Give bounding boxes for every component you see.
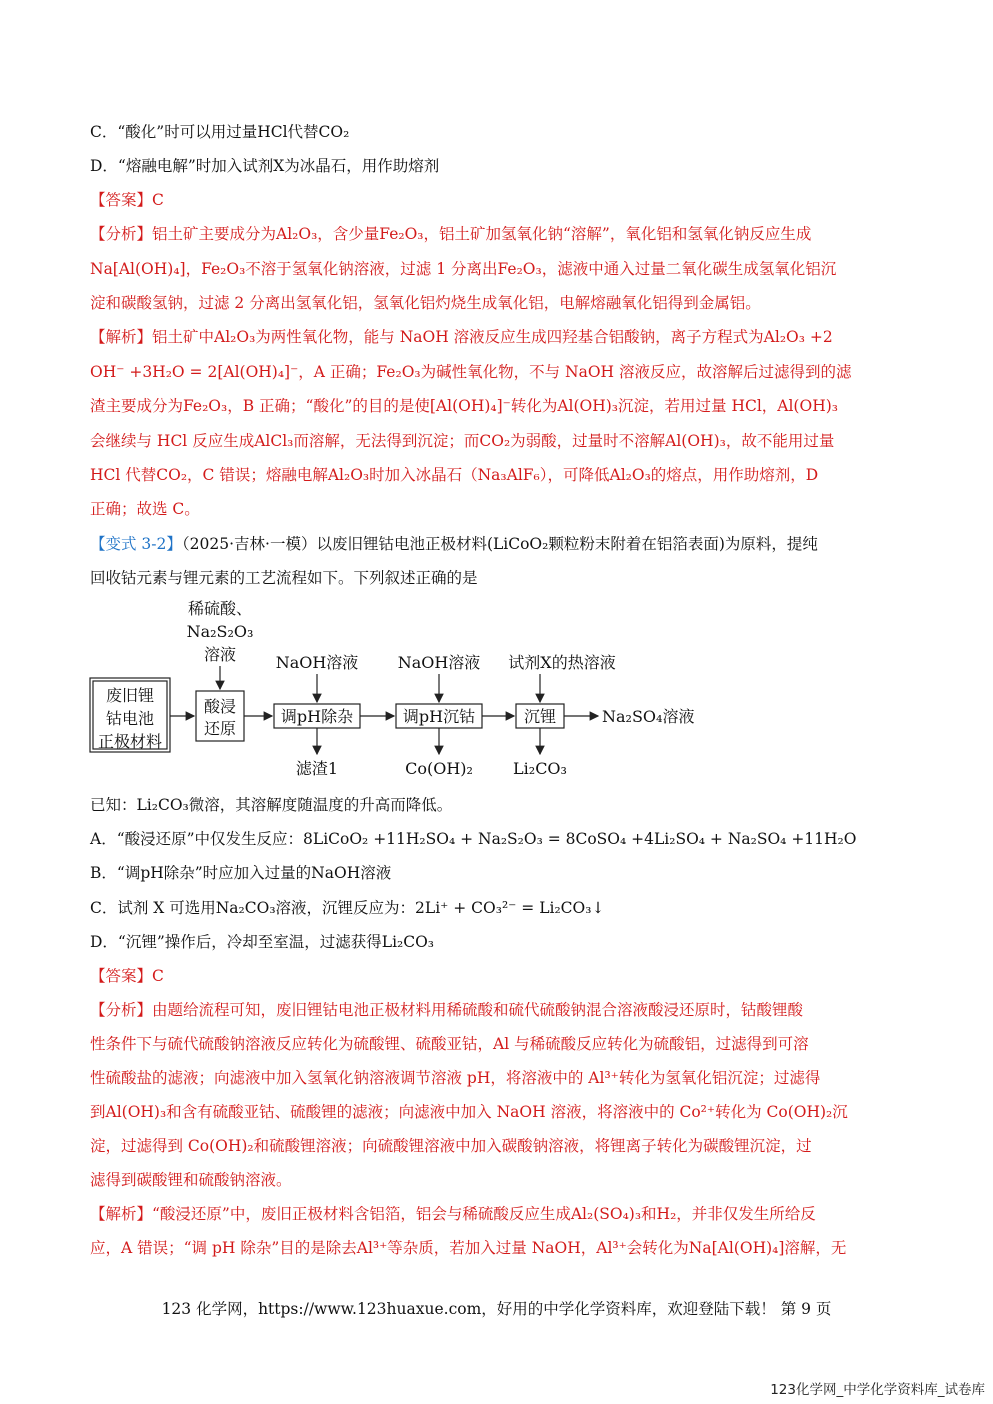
answer-2: 【答案】C	[90, 967, 164, 985]
analysis-1-l3: 淀和碳酸氢钠，过滤 2 分离出氢氧化铝，氢氧化铝灼烧生成氧化铝，电解熔融氧化铝得到金属铝。	[90, 294, 761, 312]
option-d-2: D．“沉锂”操作后，冷却至室温，过滤获得Li₂CO₃	[90, 933, 435, 951]
input-line-2: 钴电池	[105, 709, 155, 728]
step2-reagent: NaOH溶液	[275, 653, 359, 672]
known-info: 已知：Li₂CO₃微溶，其溶解度随温度的升高而降低。	[90, 796, 453, 814]
step2-label: 调pH除杂	[280, 707, 354, 726]
input-line-3: 正极材料	[97, 732, 163, 751]
option-a-2: A．“酸浸还原”中仅发生反应：8LiCoO₂ +11H₂SO₄ + Na₂S₂O₃ = 8CoSO₄ +4Li₂SO₄ + Na₂SO₄ +11H₂O	[90, 830, 857, 848]
page-footer: 123 化学网，https://www.123huaxue.com，好用的中学化学资料库，欢迎登陆下载！ 第 9 页	[161, 1300, 832, 1318]
step4-label: 沉锂	[523, 707, 557, 726]
analysis-2-l5: 淀，过滤得到 Co(OH)₂和硫酸锂溶液；向硫酸锂溶液中加入碳酸钠溶液，将锂离子转化为碳酸锂沉淀，过	[90, 1137, 812, 1155]
step1-reagent-1: 稀硫酸、	[187, 599, 253, 618]
step3-reagent: NaOH溶液	[397, 653, 481, 672]
step4-reagent: 试剂X的热溶液	[508, 653, 616, 672]
question-tag: 【变式 3-2】	[90, 535, 182, 553]
question-2-l2: 回收钴元素与锂元素的工艺流程如下。下列叙述正确的是	[90, 569, 478, 587]
step3-output: Co(OH)₂	[405, 759, 473, 778]
explain-1-l4: 会继续与 HCl 反应生成AlCl₃而溶解，无法得到沉淀；而CO₂为弱酸，过量时不溶解Al(OH)₃，故不能用过量	[90, 432, 835, 450]
site-watermark: 123化学网_中学化学资料库_试卷库	[770, 1382, 985, 1398]
input-line-1: 废旧锂	[105, 686, 155, 705]
step1-reagent-2: Na₂S₂O₃	[186, 622, 254, 641]
analysis-2-l6: 滤得到碳酸锂和硫酸钠溶液。	[90, 1171, 292, 1189]
final-output: Na₂SO₄溶液	[602, 707, 695, 726]
analysis-1-l2: Na[Al(OH)₄]，Fe₂O₃不溶于氢氧化钠溶液，过滤 1 分离出Fe₂O₃，滤液中通入过量二氧化碳生成氢氧化铝沉	[90, 260, 837, 278]
option-c-2: C．试剂 X 可选用Na₂CO₃溶液，沉锂反应为：2Li⁺ + CO₃²⁻ = Li₂CO₃↓	[90, 899, 605, 917]
option-d-1: D．“熔融电解”时加入试剂X为冰晶石，用作助熔剂	[90, 157, 440, 175]
option-c-1: C．“酸化”时可以用过量HCl代替CO₂	[90, 123, 350, 141]
analysis-2-l3: 性硫酸盐的滤液；向滤液中加入氢氧化钠溶液调节溶液 pH，将溶液中的 Al³⁺转化为氢氧化铝沉淀；过滤得	[90, 1069, 821, 1087]
explain-2-l1: 【解析】“酸浸还原”中，废旧正极材料含铝箔，铝会与稀硫酸反应生成Al₂(SO₄)₃和H₂，并非仅发生所给反	[90, 1205, 816, 1223]
explain-1-l3: 渣主要成分为Fe₂O₃，B 正确；“酸化”的目的是使[Al(OH)₄]⁻转化为Al(OH)₃沉淀，若用过量 HCl，Al(OH)₃	[90, 397, 838, 415]
question-2-header	[90, 533, 910, 555]
process-flow-diagram	[88, 596, 728, 786]
step1-reagent-3: 溶液	[203, 645, 237, 664]
option-b-2: B．“调pH除杂”时应加入过量的NaOH溶液	[90, 864, 392, 882]
explain-1-l6: 正确；故选 C。	[90, 500, 200, 518]
explain-1-l5: HCl 代替CO₂，C 错误；熔融电解Al₂O₃时加入冰晶石（Na₃AlF₆），可降低Al₂O₃的熔点，用作助熔剂，D	[90, 466, 819, 484]
question-text: （2025·吉林·一模）以废旧锂钴电池正极材料(LiCoO₂颗粒粉末附着在铝箔表面)为原料，提纯	[181, 535, 818, 553]
analysis-2-l4: 到Al(OH)₃和含有硫酸亚钴、硫酸锂的滤液；向滤液中加入 NaOH 溶液，将溶液中的 Co²⁺转化为 Co(OH)₂沉	[90, 1103, 848, 1121]
analysis-2-l1: 【分析】由题给流程可知，废旧锂钴电池正极材料用稀硫酸和硫代硫酸钠混合溶液酸浸还原时，钴酸锂酸	[90, 1001, 804, 1019]
explain-1-l1: 【解析】铝土矿中Al₂O₃为两性氧化物，能与 NaOH 溶液反应生成四羟基合铝酸钠，离子方程式为Al₂O₃ +2	[90, 328, 833, 346]
step2-output: 滤渣1	[295, 759, 339, 778]
explain-1-l2: OH⁻ +3H₂O = 2[Al(OH)₄]⁻，A 正确；Fe₂O₃为碱性氧化物，不与 NaOH 溶液反应，故溶解后过滤得到的滤	[90, 363, 852, 381]
step1-line-1: 酸浸	[203, 697, 237, 716]
step3-label: 调pH沉钴	[402, 707, 476, 726]
explain-2-l2: 应，A 错误；“调 pH 除杂”目的是除去Al³⁺等杂质，若加入过量 NaOH，Al³⁺会转化为Na[Al(OH)₄]溶解，无	[90, 1239, 847, 1257]
step1-line-2: 还原	[203, 719, 237, 738]
answer-1: 【答案】C	[90, 191, 164, 209]
analysis-2-l2: 性条件下与硫代硫酸钠溶液反应转化为硫酸锂、硫酸亚钴，Al 与稀硫酸反应转化为硫酸铝，过滤得到可溶	[90, 1035, 809, 1053]
step4-output: Li₂CO₃	[513, 759, 567, 778]
analysis-1-l1: 【分析】铝土矿主要成分为Al₂O₃，含少量Fe₂O₃，铝土矿加氢氧化钠“溶解”，氧化铝和氢氧化钠反应生成	[90, 225, 812, 243]
